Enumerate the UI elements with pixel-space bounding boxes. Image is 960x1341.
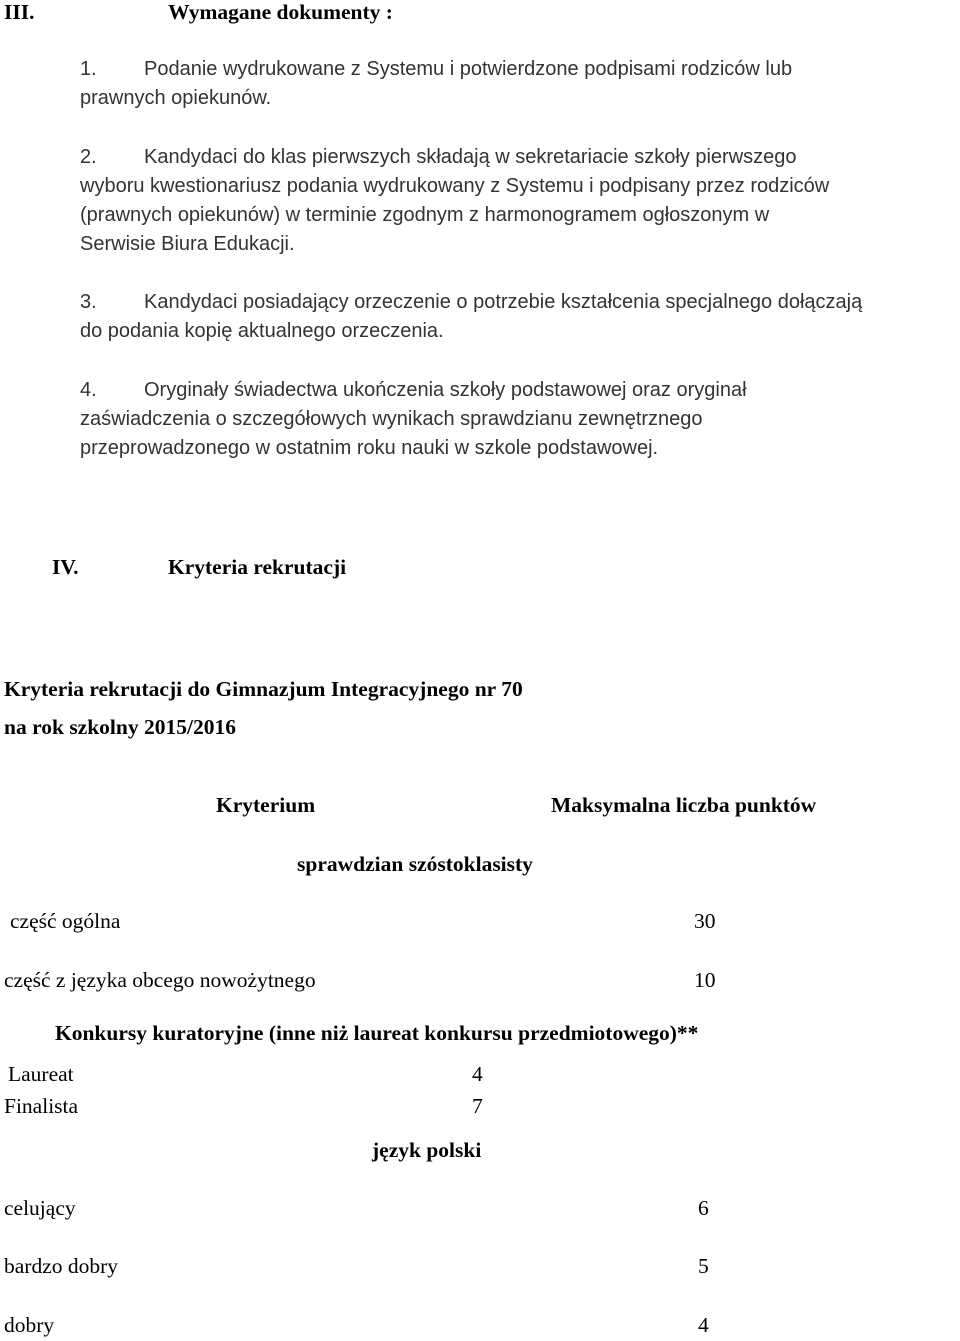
list-item-number: 2. <box>80 146 97 168</box>
criteria-row-label: część ogólna <box>10 909 121 933</box>
criteria-row-points: 10 <box>694 968 716 992</box>
section-4-roman: IV. <box>52 555 79 579</box>
criteria-row-points: 6 <box>698 1196 709 1220</box>
criteria-row-label: celujący <box>4 1196 76 1220</box>
sprawdzian-heading: sprawdzian szóstoklasisty <box>297 852 533 876</box>
criteria-row-points: 5 <box>698 1254 709 1278</box>
section-4-heading: Kryteria rekrutacji <box>168 555 347 579</box>
criteria-row-points: 7 <box>472 1094 483 1118</box>
criteria-row-label: część z języka obcego nowożytnego <box>4 968 316 992</box>
list-item-number: 4. <box>80 379 97 401</box>
criteria-school-year: na rok szkolny 2015/2016 <box>4 715 236 739</box>
list-item-2-line-1: 2. Kandydaci do klas pierwszych składają w sekretariacie szkoły pierwszego <box>80 146 797 168</box>
list-item-3-line-1: 3. Kandydaci posiadający orzeczenie o potrzebie kształcenia specjalnego dołączają <box>80 291 863 313</box>
list-item-number: 1. <box>80 58 97 80</box>
criteria-title: Kryteria rekrutacji do Gimnazjum Integracyjnego nr 70 <box>4 677 523 701</box>
column-header-criterion: Kryterium <box>216 793 316 817</box>
criteria-row-points: 30 <box>694 909 716 933</box>
list-item-3-line-2: do podania kopię aktualnego orzeczenia. <box>80 320 444 342</box>
list-item-1-line-2: prawnych opiekunów. <box>80 87 272 109</box>
section-3-roman: III. <box>4 0 35 24</box>
list-item-4-line-3: przeprowadzonego w ostatnim roku nauki w szkole podstawowej. <box>80 437 659 459</box>
criteria-row-label: bardzo dobry <box>4 1254 119 1278</box>
criteria-row-points: 4 <box>698 1313 709 1337</box>
criteria-row-label: Laureat <box>8 1062 74 1086</box>
polish-heading: język polski <box>372 1138 482 1162</box>
criteria-row-label: Finalista <box>4 1094 79 1118</box>
criteria-row-label: dobry <box>4 1313 55 1337</box>
list-item-4-line-2: zaświadczenia o szczegółowych wynikach sprawdzianu zewnętrznego <box>80 408 703 430</box>
list-item-2-line-2: wyboru kwestionariusz podania wydrukowany z Systemu i podpisany przez rodziców <box>80 175 830 197</box>
list-item-1-line-1: 1. Podanie wydrukowane z Systemu i potwierdzone podpisami rodziców lub <box>80 58 793 80</box>
column-header-max-points: Maksymalna liczba punktów <box>551 793 817 817</box>
section-3-heading: Wymagane dokumenty : <box>168 0 393 24</box>
list-item-2-line-4: Serwisie Biura Edukacji. <box>80 233 295 255</box>
criteria-row-points: 4 <box>472 1062 483 1086</box>
konkursy-heading: Konkursy kuratoryjne (inne niż laureat konkursu przedmiotowego)** <box>55 1021 699 1045</box>
list-item-number: 3. <box>80 291 97 313</box>
list-item-2-line-3: (prawnych opiekunów) w terminie zgodnym z harmonogramem ogłoszonym w <box>80 204 770 226</box>
list-item-4-line-1: 4. Oryginały świadectwa ukończenia szkoły podstawowej oraz oryginał <box>80 379 747 401</box>
